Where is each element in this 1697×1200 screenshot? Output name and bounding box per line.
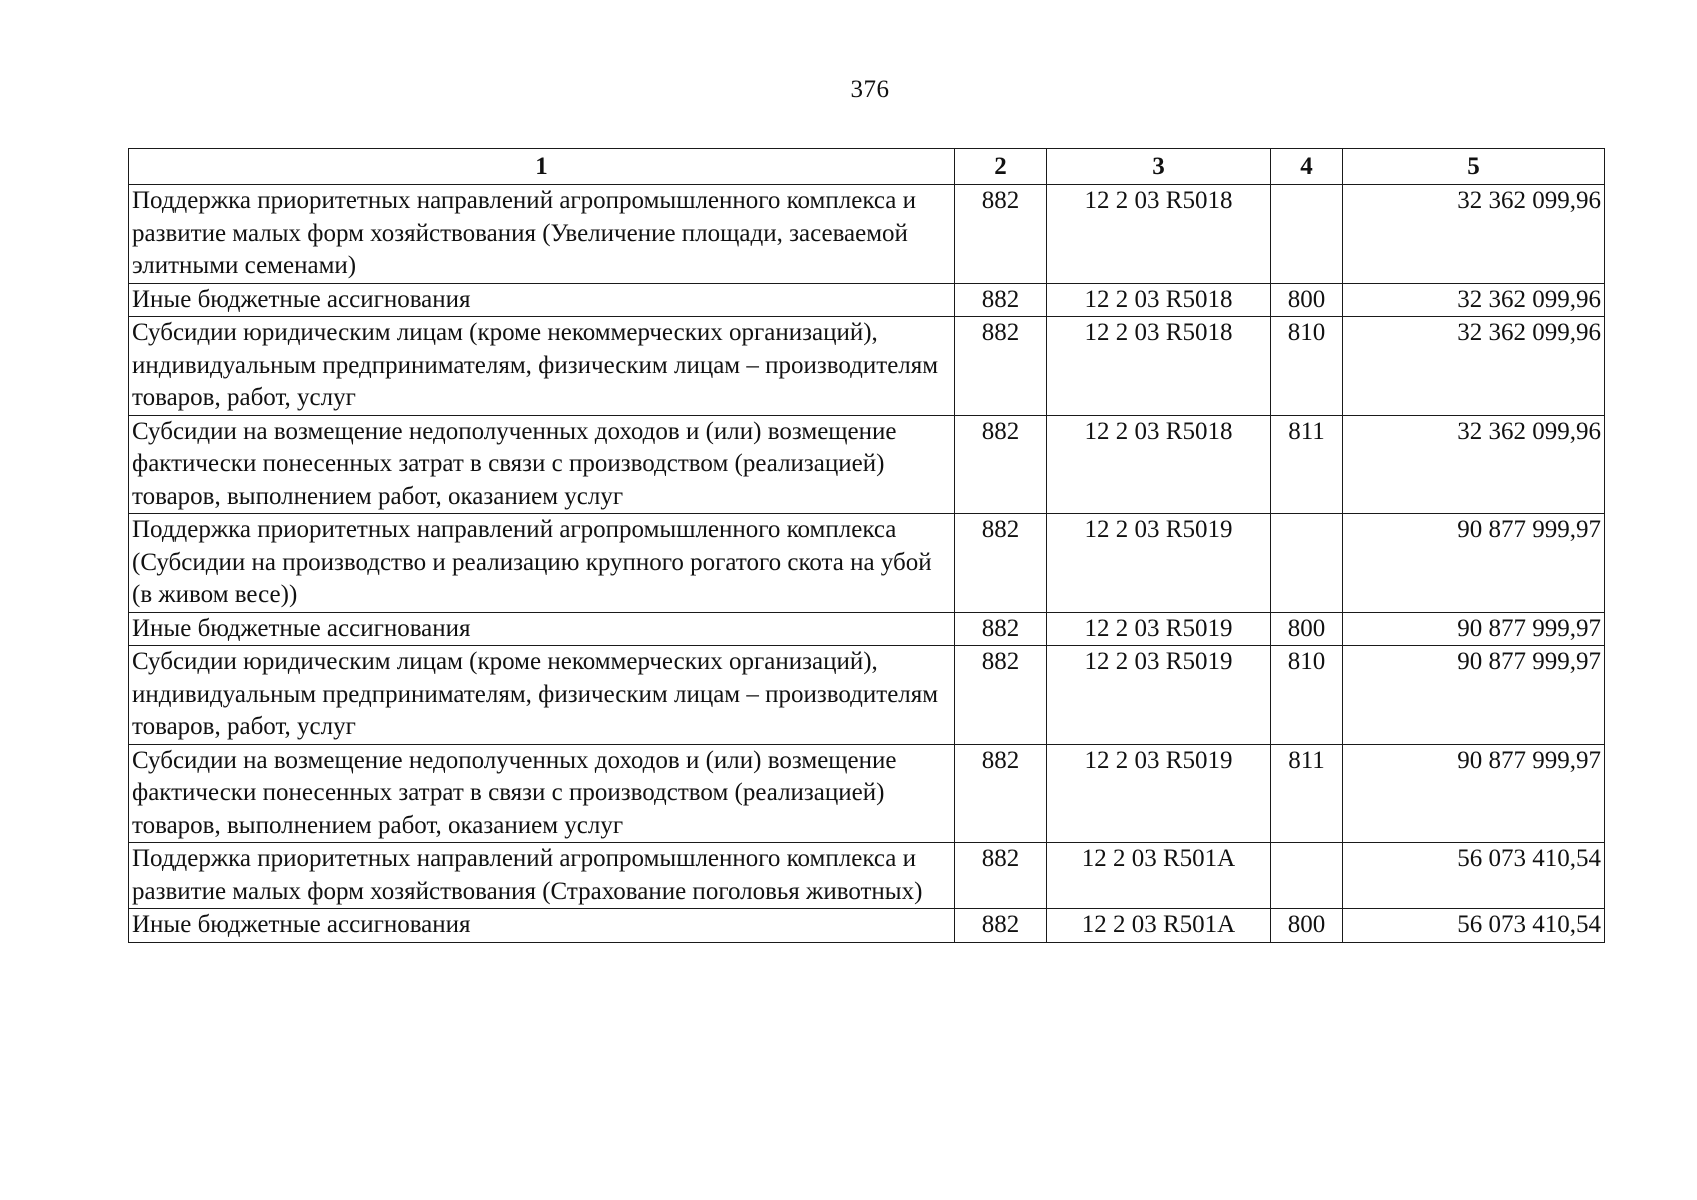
amount: 90 877 999,97 bbox=[1343, 612, 1605, 646]
admin-code: 882 bbox=[955, 514, 1047, 613]
target-article-code: 12 2 03 R5018 bbox=[1047, 185, 1271, 284]
expense-kind-code bbox=[1271, 514, 1343, 613]
amount: 32 362 099,96 bbox=[1343, 185, 1605, 284]
expense-kind-code: 800 bbox=[1271, 283, 1343, 317]
admin-code: 882 bbox=[955, 415, 1047, 514]
amount: 90 877 999,97 bbox=[1343, 744, 1605, 843]
header-cell-1: 1 bbox=[129, 149, 955, 185]
expense-name: Поддержка приоритетных направлений агропромышленного комплекса (Субсидии на производство и реализацию крупного рогатого скота на убой (в живом весе)) bbox=[129, 514, 955, 613]
amount: 56 073 410,54 bbox=[1343, 909, 1605, 943]
amount: 32 362 099,96 bbox=[1343, 317, 1605, 416]
admin-code: 882 bbox=[955, 612, 1047, 646]
header-cell-4: 4 bbox=[1271, 149, 1343, 185]
admin-code: 882 bbox=[955, 843, 1047, 909]
expense-kind-code: 810 bbox=[1271, 646, 1343, 745]
table-row bbox=[129, 514, 1605, 613]
admin-code: 882 bbox=[955, 646, 1047, 745]
amount: 32 362 099,96 bbox=[1343, 415, 1605, 514]
expense-name: Иные бюджетные ассигнования bbox=[129, 612, 955, 646]
expense-kind-code: 811 bbox=[1271, 415, 1343, 514]
expense-name: Иные бюджетные ассигнования bbox=[129, 909, 955, 943]
expense-name: Поддержка приоритетных направлений агропромышленного комплекса и развитие малых форм хозяйствования (Страхование поголовья животных) bbox=[129, 843, 955, 909]
admin-code: 882 bbox=[955, 185, 1047, 284]
page-number: 376 bbox=[850, 76, 890, 103]
header-cell-3: 3 bbox=[1047, 149, 1271, 185]
amount: 90 877 999,97 bbox=[1343, 646, 1605, 745]
table-row bbox=[129, 843, 1605, 909]
target-article-code: 12 2 03 R5018 bbox=[1047, 415, 1271, 514]
target-article-code: 12 2 03 R5019 bbox=[1047, 612, 1271, 646]
expense-name: Субсидии юридическим лицам (кроме некоммерческих организаций), индивидуальным предпринимателям, физическим лицам – производителям товаров, работ, услуг bbox=[129, 317, 955, 416]
table-row bbox=[129, 283, 1605, 317]
header-row bbox=[129, 149, 1605, 185]
target-article-code: 12 2 03 R5019 bbox=[1047, 744, 1271, 843]
expense-name: Иные бюджетные ассигнования bbox=[129, 283, 955, 317]
budget-table bbox=[128, 148, 1605, 943]
table-row bbox=[129, 612, 1605, 646]
expense-kind-code bbox=[1271, 185, 1343, 284]
admin-code: 882 bbox=[955, 283, 1047, 317]
table-row bbox=[129, 185, 1605, 284]
expense-name: Субсидии на возмещение недополученных доходов и (или) возмещение фактически понесенных затрат в связи с производством (реализацией) товаров, выполнением работ, оказанием услуг bbox=[129, 415, 955, 514]
table-row bbox=[129, 415, 1605, 514]
expense-kind-code: 800 bbox=[1271, 909, 1343, 943]
target-article-code: 12 2 03 R5019 bbox=[1047, 514, 1271, 613]
admin-code: 882 bbox=[955, 744, 1047, 843]
amount: 56 073 410,54 bbox=[1343, 843, 1605, 909]
table-row bbox=[129, 646, 1605, 745]
expense-name: Субсидии на возмещение недополученных доходов и (или) возмещение фактически понесенных затрат в связи с производством (реализацией) товаров, выполнением работ, оказанием услуг bbox=[129, 744, 955, 843]
admin-code: 882 bbox=[955, 909, 1047, 943]
expense-kind-code: 800 bbox=[1271, 612, 1343, 646]
amount: 90 877 999,97 bbox=[1343, 514, 1605, 613]
table-row bbox=[129, 744, 1605, 843]
table-row bbox=[129, 317, 1605, 416]
admin-code: 882 bbox=[955, 317, 1047, 416]
expense-kind-code bbox=[1271, 843, 1343, 909]
expense-kind-code: 811 bbox=[1271, 744, 1343, 843]
target-article-code: 12 2 03 R501A bbox=[1047, 909, 1271, 943]
expense-name: Субсидии юридическим лицам (кроме некоммерческих организаций), индивидуальным предпринимателям, физическим лицам – производителям товаров, работ, услуг bbox=[129, 646, 955, 745]
target-article-code: 12 2 03 R5018 bbox=[1047, 283, 1271, 317]
header-cell-2: 2 bbox=[955, 149, 1047, 185]
table-row bbox=[129, 909, 1605, 943]
header-cell-5: 5 bbox=[1343, 149, 1605, 185]
target-article-code: 12 2 03 R5018 bbox=[1047, 317, 1271, 416]
target-article-code: 12 2 03 R5019 bbox=[1047, 646, 1271, 745]
expense-kind-code: 810 bbox=[1271, 317, 1343, 416]
target-article-code: 12 2 03 R501A bbox=[1047, 843, 1271, 909]
amount: 32 362 099,96 bbox=[1343, 283, 1605, 317]
expense-name: Поддержка приоритетных направлений агропромышленного комплекса и развитие малых форм хозяйствования (Увеличение площади, засеваемой элитными семенами) bbox=[129, 185, 955, 284]
